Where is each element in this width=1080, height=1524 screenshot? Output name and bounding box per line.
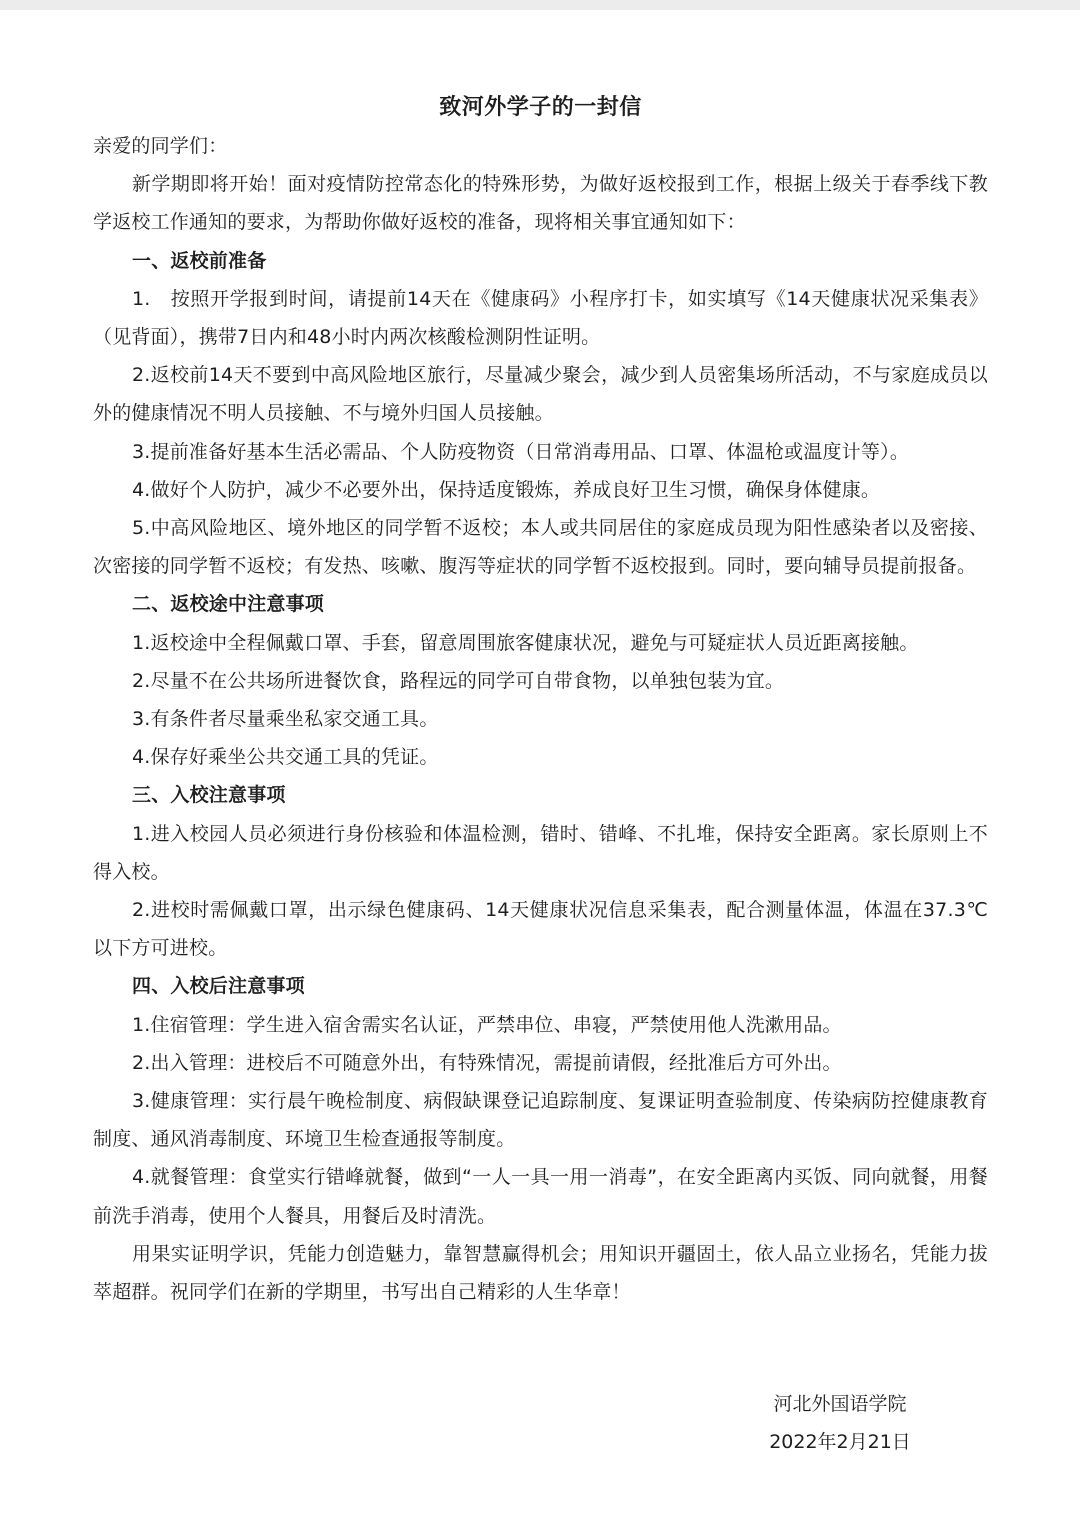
section-heading-before-return: 一、返校前准备 [132,249,267,272]
closing-paragraph: 用果实证明学识，凭能力创造魅力，靠智慧赢得机会；用知识开疆固土，依人品立业扬名，凭能力拔萃超群。祝同学们在新的学期里，书写出自己精彩的人生华章！ [93,1242,988,1304]
signature-date: 2022年2月21日 [769,1431,911,1453]
signature-org: 河北外国语学院 [773,1393,907,1415]
top-band [0,0,1080,10]
section-heading-after-entering: 四、入校后注意事项 [132,975,305,998]
list-item: 4.做好个人防护，减少不必要外出，保持适度锻炼，养成良好卫生习惯，确保身体健康。 [132,478,881,501]
list-item: 5.中高风险地区、境外地区的同学暂不返校；本人或共同居住的家庭成员现为阳性感染者以及密接、次密接的同学暂不返校；有发热、咳嗽、腹泻等症状的同学暂不返校报到。同时，要向辅导员提前报备。 [93,517,988,578]
list-item: 2.进校时需佩戴口罩，出示绿色健康码、14天健康状况信息采集表，配合测量体温，体温在37.3℃以下方可进校。 [93,899,988,960]
list-item: 4.保存好乘坐公共交通工具的凭证。 [132,746,439,769]
list-item: 2.返校前14天不要到中高风险地区旅行，尽量减少聚会，减少到人员密集场所活动，不与家庭成员以外的健康情况不明人员接触、不与境外归国人员接触。 [93,364,988,425]
list-item: 1.进入校园人员必须进行身份核验和体温检测，错时、错峰、不扎堆，保持安全距离。家长原则上不得入校。 [93,822,988,883]
intro-paragraph: 新学期即将开始！面对疫情防控常态化的特殊形势，为做好返校报到工作，根据上级关于春季线下教学返校工作通知的要求，为帮助你做好返校的准备，现将相关事宜通知如下： [93,173,988,234]
list-item: 1. 按照开学报到时间，请提前14天在《健康码》小程序打卡，如实填写《14天健康状况采集表》（见背面），携带7日内和48小时内两次核酸检测阴性证明。 [93,287,988,349]
section-heading-during-travel: 二、返校途中注意事项 [132,593,325,616]
list-item: 4.就餐管理：食堂实行错峰就餐，做到“一人一具一用一消毒”，在安全距离内买饭、同向就餐，用餐前洗手消毒，使用个人餐具，用餐后及时清洗。 [93,1166,988,1227]
list-item: 2.出入管理：进校后不可随意外出，有特殊情况，需提前请假，经批准后方可外出。 [132,1051,842,1074]
section-heading-entering-campus: 三、入校注意事项 [132,784,286,807]
list-item: 1.返校途中全程佩戴口罩、手套，留意周围旅客健康状况，避免与可疑症状人员近距离接触。 [132,631,919,654]
list-item: 3.健康管理：实行晨午晚检制度、病假缺课登记追踪制度、复课证明查验制度、传染病防控健康教育制度、通风消毒制度、环境卫生检查通报等制度。 [93,1090,988,1151]
list-item: 2.尽量不在公共场所进餐饮食，路程远的同学可自带食物，以单独包装为宜。 [132,669,785,692]
list-item: 3.提前准备好基本生活必需品、个人防疫物资（日常消毒用品、口罩、体温枪或温度计等）。 [132,440,910,463]
letter-title: 致河外学子的一封信 [439,95,642,120]
list-item: 1.住宿管理：学生进入宿舍需实名认证，严禁串位、串寝，严禁使用他人洗漱用品。 [132,1013,842,1036]
letter-document [93,88,988,1311]
salutation: 亲爱的同学们： [93,135,228,157]
list-item: 3.有条件者尽量乘坐私家交通工具。 [132,708,439,731]
